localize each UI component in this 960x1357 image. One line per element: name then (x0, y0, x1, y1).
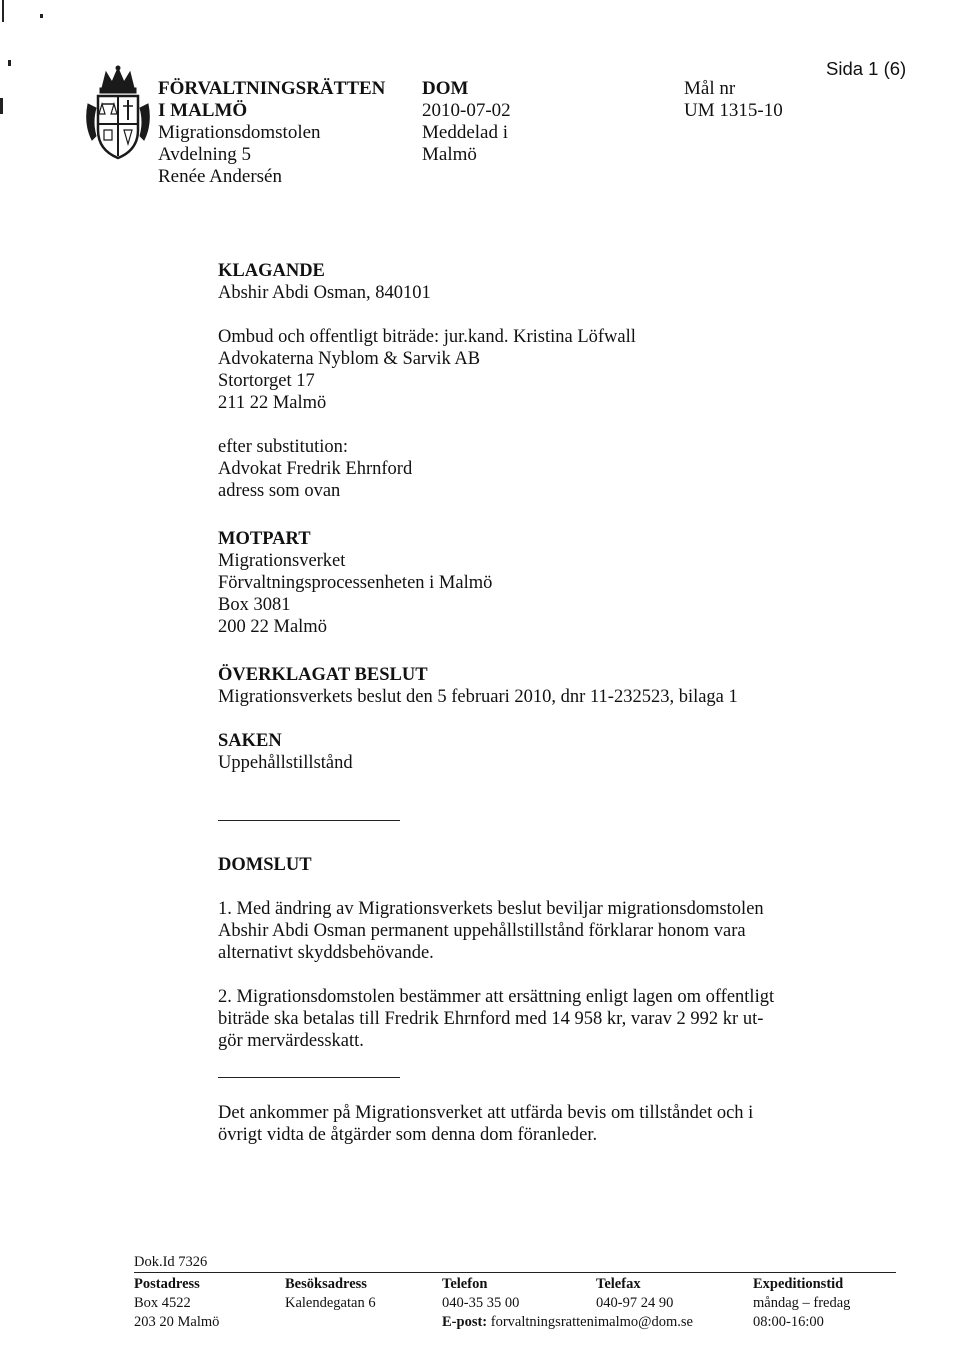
footer-expeditionstid (753, 1275, 850, 1332)
case-label: Mål nr (684, 78, 736, 99)
postadress-line: 203 20 Malmö (134, 1314, 220, 1330)
page-indicator: Sida 1 (6) (826, 58, 907, 79)
delivered-place: Malmö (422, 144, 477, 165)
document-id: Dok.Id 7326 (134, 1254, 208, 1270)
footer-besoksadress (285, 1275, 376, 1313)
motpart-line: Förvaltningsprocessenheten i Malmö (218, 573, 493, 593)
substitution-line: efter substitution: (218, 437, 348, 457)
scan-mark (0, 98, 3, 114)
domslut-item-2-line: biträde ska betalas till Fredrik Ehrnford med 14 958 kr, varav 2 992 kr ut- (218, 1009, 764, 1029)
delivered-label: Meddelad i (422, 122, 509, 143)
court-department: Avdelning 5 (158, 144, 252, 165)
court-division: Migrationsdomstolen (158, 122, 321, 143)
closing-line: övrigt vidta de åtgärder som denna dom föranleder. (218, 1125, 598, 1145)
footer-postadress (134, 1275, 219, 1332)
motpart-section (218, 528, 492, 638)
court-clerk: Renée Andersén (158, 166, 282, 187)
domslut-item-1-line: Abshir Abdi Osman permanent uppehållstillstånd förklarar honom vara (218, 921, 746, 941)
klagande-heading: KLAGANDE (218, 261, 325, 281)
klagande-section (218, 260, 636, 502)
motpart-heading: MOTPART (218, 529, 311, 549)
footer (134, 1275, 896, 1335)
motpart-line: Box 3081 (218, 595, 291, 615)
divider-line (218, 1077, 400, 1078)
saken-text: Uppehållstillstånd (218, 753, 353, 773)
substitution-line: adress som ovan (218, 481, 341, 501)
document-info (422, 78, 511, 166)
court-name: FÖRVALTNINGSRÄTTEN (158, 78, 386, 99)
document-date: 2010-07-02 (422, 100, 511, 121)
scan-mark (40, 14, 43, 18)
divider-line (218, 820, 400, 821)
postadress-line: Box 4522 (134, 1295, 191, 1311)
telefax-label: Telefax (596, 1276, 641, 1292)
email-label: E-post: (442, 1314, 488, 1330)
footer-telefax (596, 1275, 673, 1313)
email-row (442, 1313, 693, 1332)
klagande-name: Abshir Abdi Osman, 840101 (218, 283, 431, 303)
expeditionstid-hours: 08:00-16:00 (753, 1314, 824, 1330)
expeditionstid-label: Expeditionstid (753, 1276, 844, 1292)
saken-heading: SAKEN (218, 731, 282, 751)
domslut-item-1-line: alternativt skyddsbehövande. (218, 943, 434, 963)
telefon-number: 040-35 35 00 (442, 1295, 520, 1311)
overklagat-heading: ÖVERKLAGAT BESLUT (218, 665, 428, 685)
telefax-number: 040-97 24 90 (596, 1295, 674, 1311)
ombud-line: Ombud och offentligt biträde: jur.kand. Kristina Löfwall (218, 327, 636, 347)
footer-rule (134, 1272, 896, 1273)
overklagat-section (218, 664, 738, 708)
closing-line: Det ankommer på Migrationsverket att utfärda bevis om tillståndet och i (218, 1103, 754, 1123)
telefon-label: Telefon (442, 1276, 488, 1292)
saken-section (218, 730, 353, 774)
document-type: DOM (422, 78, 469, 99)
court-city: I MALMÖ (158, 100, 248, 121)
ombud-line: Advokaterna Nyblom & Sarvik AB (218, 349, 481, 369)
domslut-item-2-line: gör mervärdesskatt. (218, 1031, 364, 1051)
postadress-label: Postadress (134, 1276, 200, 1292)
domslut-item-2-line: 2. Migrationsdomstolen bestämmer att ersättning enligt lagen om offentligt (218, 987, 775, 1007)
domslut-item-1-line: 1. Med ändring av Migrationsverkets beslut beviljar migrationsdomstolen (218, 899, 764, 919)
domslut-section (218, 854, 774, 1052)
ombud-line: Stortorget 17 (218, 371, 315, 391)
scan-mark (8, 60, 11, 66)
expeditionstid-days: måndag – fredag (753, 1295, 851, 1311)
motpart-line: Migrationsverket (218, 551, 346, 571)
closing-text (218, 1102, 753, 1146)
motpart-line: 200 22 Malmö (218, 617, 327, 637)
ombud-line: 211 22 Malmö (218, 393, 327, 413)
domslut-heading: DOMSLUT (218, 855, 312, 875)
besoksadress-label: Besöksadress (285, 1276, 367, 1292)
court-block (158, 78, 385, 188)
besoksadress-line: Kalendegatan 6 (285, 1295, 376, 1311)
email-address[interactable]: forvaltningsrattenimalmo@dom.se (490, 1314, 693, 1330)
scan-mark (2, 0, 4, 22)
overklagat-text: Migrationsverkets beslut den 5 februari 2010, dnr 11-232523, bilaga 1 (218, 687, 738, 707)
case-info (684, 78, 783, 122)
coat-of-arms-emblem (82, 64, 154, 164)
substitution-line: Advokat Fredrik Ehrnford (218, 459, 413, 479)
case-number: UM 1315-10 (684, 100, 783, 121)
